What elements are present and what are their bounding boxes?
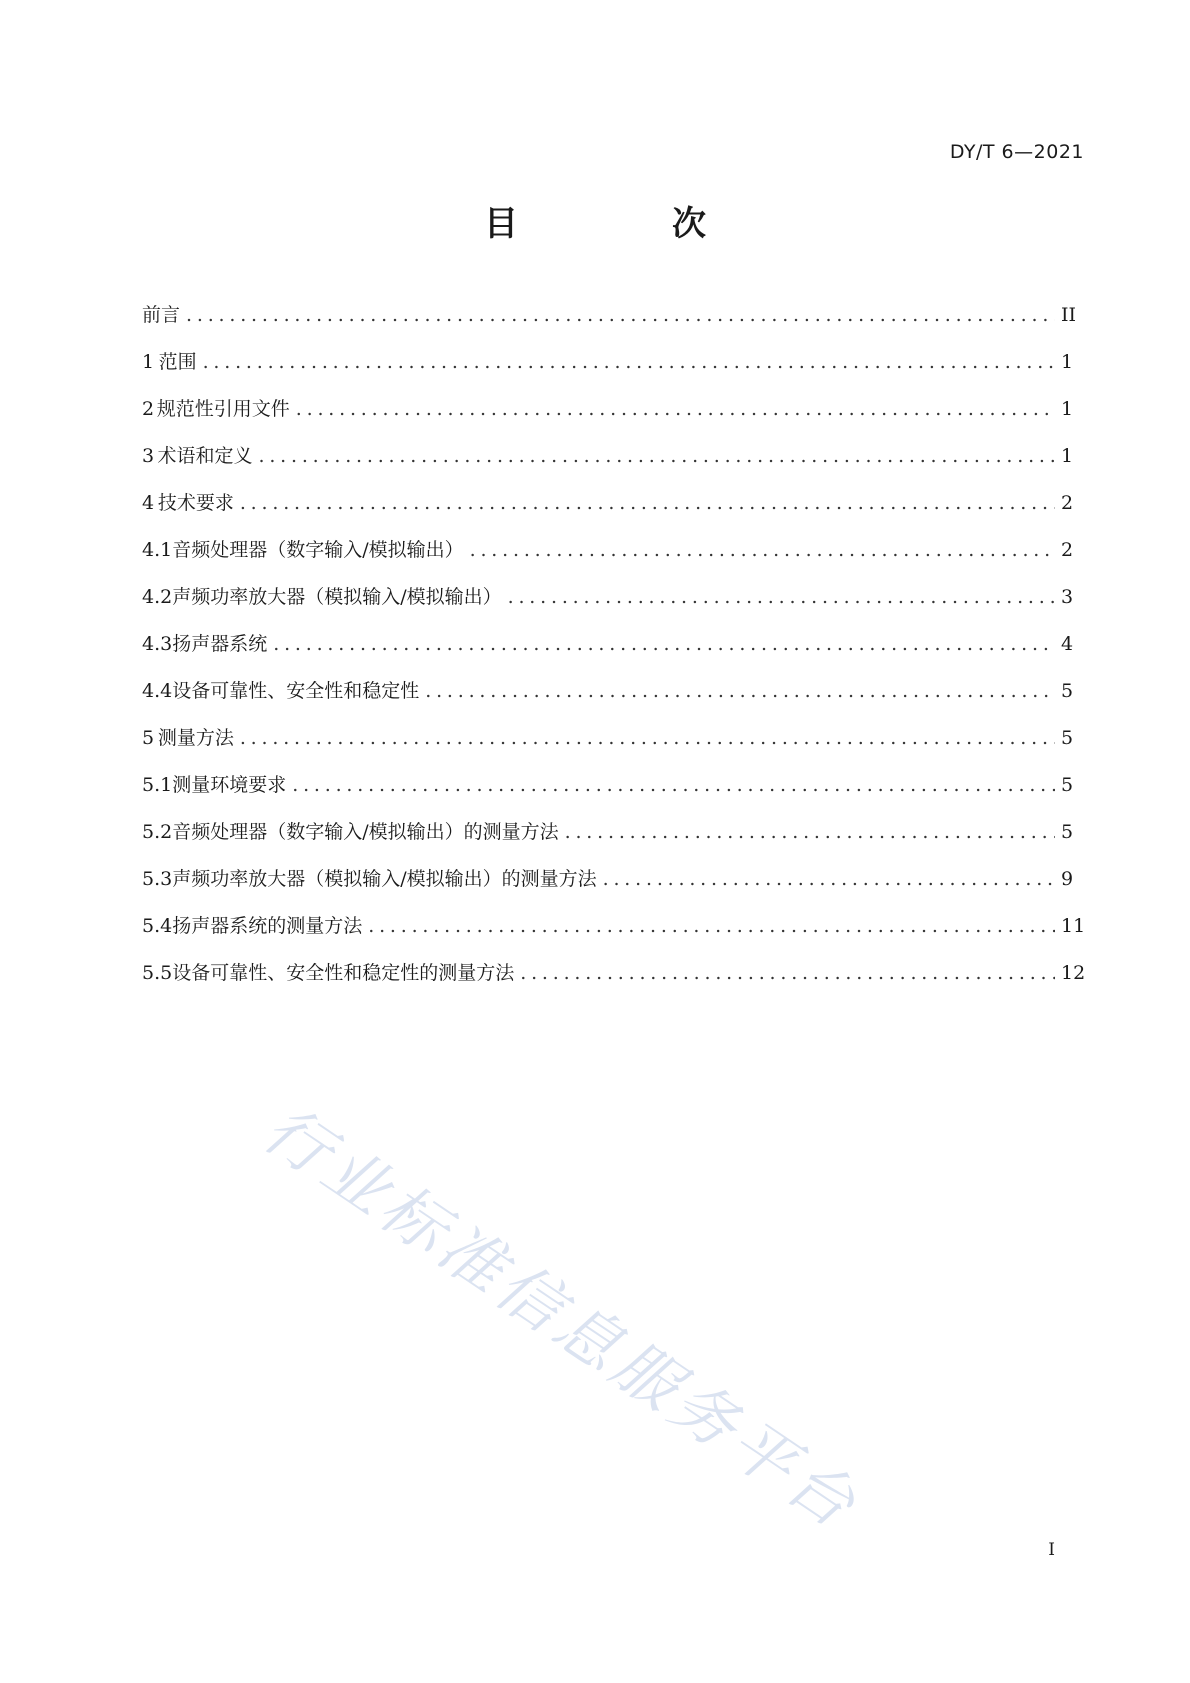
table-of-contents xyxy=(142,302,1086,1007)
toc-entry[interactable] xyxy=(142,913,1086,960)
toc-entry-number: 5.2 xyxy=(142,821,173,843)
toc-entry-page: 1 xyxy=(1061,398,1074,420)
toc-entry-label: 测量方法 xyxy=(157,727,234,749)
toc-entry-number: 3 xyxy=(142,445,155,467)
page-title: 目 次 xyxy=(484,204,766,244)
toc-entry-label: 术语和定义 xyxy=(157,445,253,467)
toc-dot-leader xyxy=(240,725,1055,751)
toc-entry-page: 3 xyxy=(1061,586,1074,608)
toc-entry[interactable] xyxy=(142,725,1073,772)
toc-entry-label: 设备可靠性、安全性和稳定性的测量方法 xyxy=(172,962,515,984)
toc-entry-page: 4 xyxy=(1061,633,1074,655)
toc-dot-leader xyxy=(508,584,1055,610)
toc-entry-label: 范围 xyxy=(158,351,197,373)
toc-dot-leader xyxy=(603,866,1055,892)
toc-entry-number: 4.2 xyxy=(142,586,173,608)
toc-entry-number: 2 xyxy=(142,398,155,420)
toc-dot-leader xyxy=(470,537,1055,563)
toc-entry-page: 2 xyxy=(1061,492,1074,514)
toc-entry-page: 9 xyxy=(1061,868,1074,890)
toc-dot-leader xyxy=(520,960,1055,986)
toc-entry-number: 4.4 xyxy=(142,680,173,702)
toc-entry[interactable] xyxy=(142,584,1073,631)
toc-entry-label: 前言 xyxy=(142,304,181,326)
toc-entry-page: 5 xyxy=(1061,727,1074,749)
toc-entry-number: 5.3 xyxy=(142,868,173,890)
toc-entry-page: 5 xyxy=(1061,680,1074,702)
toc-dot-leader xyxy=(292,772,1055,798)
toc-dot-leader xyxy=(425,678,1055,704)
toc-entry[interactable] xyxy=(142,631,1073,678)
toc-dot-leader xyxy=(258,443,1055,469)
toc-entry-label: 扬声器系统 xyxy=(172,633,268,655)
watermark-text: 行业标准信息服务平台 xyxy=(250,1092,872,1546)
document-code: DY/T 6—2021 xyxy=(949,141,1084,163)
toc-entry-label: 扬声器系统的测量方法 xyxy=(172,915,363,937)
toc-entry-number: 5 xyxy=(142,727,155,749)
toc-entry-label: 技术要求 xyxy=(157,492,234,514)
toc-entry-number: 5.5 xyxy=(142,962,173,984)
toc-entry[interactable] xyxy=(142,866,1073,913)
toc-entry[interactable] xyxy=(142,960,1086,1007)
toc-entry-page: 11 xyxy=(1061,915,1086,937)
toc-entry[interactable] xyxy=(142,537,1073,584)
toc-entry-number: 5.4 xyxy=(142,915,173,937)
toc-entry[interactable] xyxy=(142,772,1073,819)
toc-entry-page: 5 xyxy=(1061,821,1074,843)
toc-entry-number: 4 xyxy=(142,492,155,514)
toc-entry[interactable] xyxy=(142,302,1077,349)
toc-dot-leader xyxy=(565,819,1055,845)
toc-entry-page: 2 xyxy=(1061,539,1074,561)
toc-dot-leader xyxy=(240,490,1055,516)
toc-dot-leader xyxy=(296,396,1055,422)
toc-dot-leader xyxy=(203,349,1055,375)
toc-entry-page: 12 xyxy=(1061,962,1086,984)
toc-dot-leader xyxy=(368,913,1055,939)
toc-entry[interactable] xyxy=(142,349,1073,396)
toc-entry-label: 声频功率放大器（模拟输入/模拟输出） xyxy=(172,586,502,608)
toc-entry[interactable] xyxy=(142,490,1073,537)
toc-entry-page: 1 xyxy=(1061,445,1074,467)
toc-entry[interactable] xyxy=(142,678,1073,725)
page-number: I xyxy=(1048,1540,1055,1560)
toc-entry-number: 5.1 xyxy=(142,774,173,796)
toc-entry-number: 1 xyxy=(142,351,155,373)
toc-entry[interactable] xyxy=(142,396,1073,443)
toc-dot-leader xyxy=(186,302,1055,328)
toc-entry-label: 音频处理器（数字输入/模拟输出） xyxy=(172,539,464,561)
toc-entry[interactable] xyxy=(142,819,1073,866)
toc-entry[interactable] xyxy=(142,443,1073,490)
toc-entry-label: 声频功率放大器（模拟输入/模拟输出）的测量方法 xyxy=(172,868,597,890)
toc-entry-label: 设备可靠性、安全性和稳定性 xyxy=(172,680,420,702)
toc-entry-number: 4.1 xyxy=(142,539,173,561)
toc-entry-page: 5 xyxy=(1061,774,1074,796)
toc-dot-leader xyxy=(273,631,1055,657)
toc-entry-page: II xyxy=(1061,304,1077,326)
toc-entry-page: 1 xyxy=(1061,351,1074,373)
toc-entry-label: 规范性引用文件 xyxy=(156,398,290,420)
toc-entry-label: 测量环境要求 xyxy=(172,774,287,796)
toc-entry-number: 4.3 xyxy=(142,633,173,655)
toc-entry-label: 音频处理器（数字输入/模拟输出）的测量方法 xyxy=(172,821,559,843)
